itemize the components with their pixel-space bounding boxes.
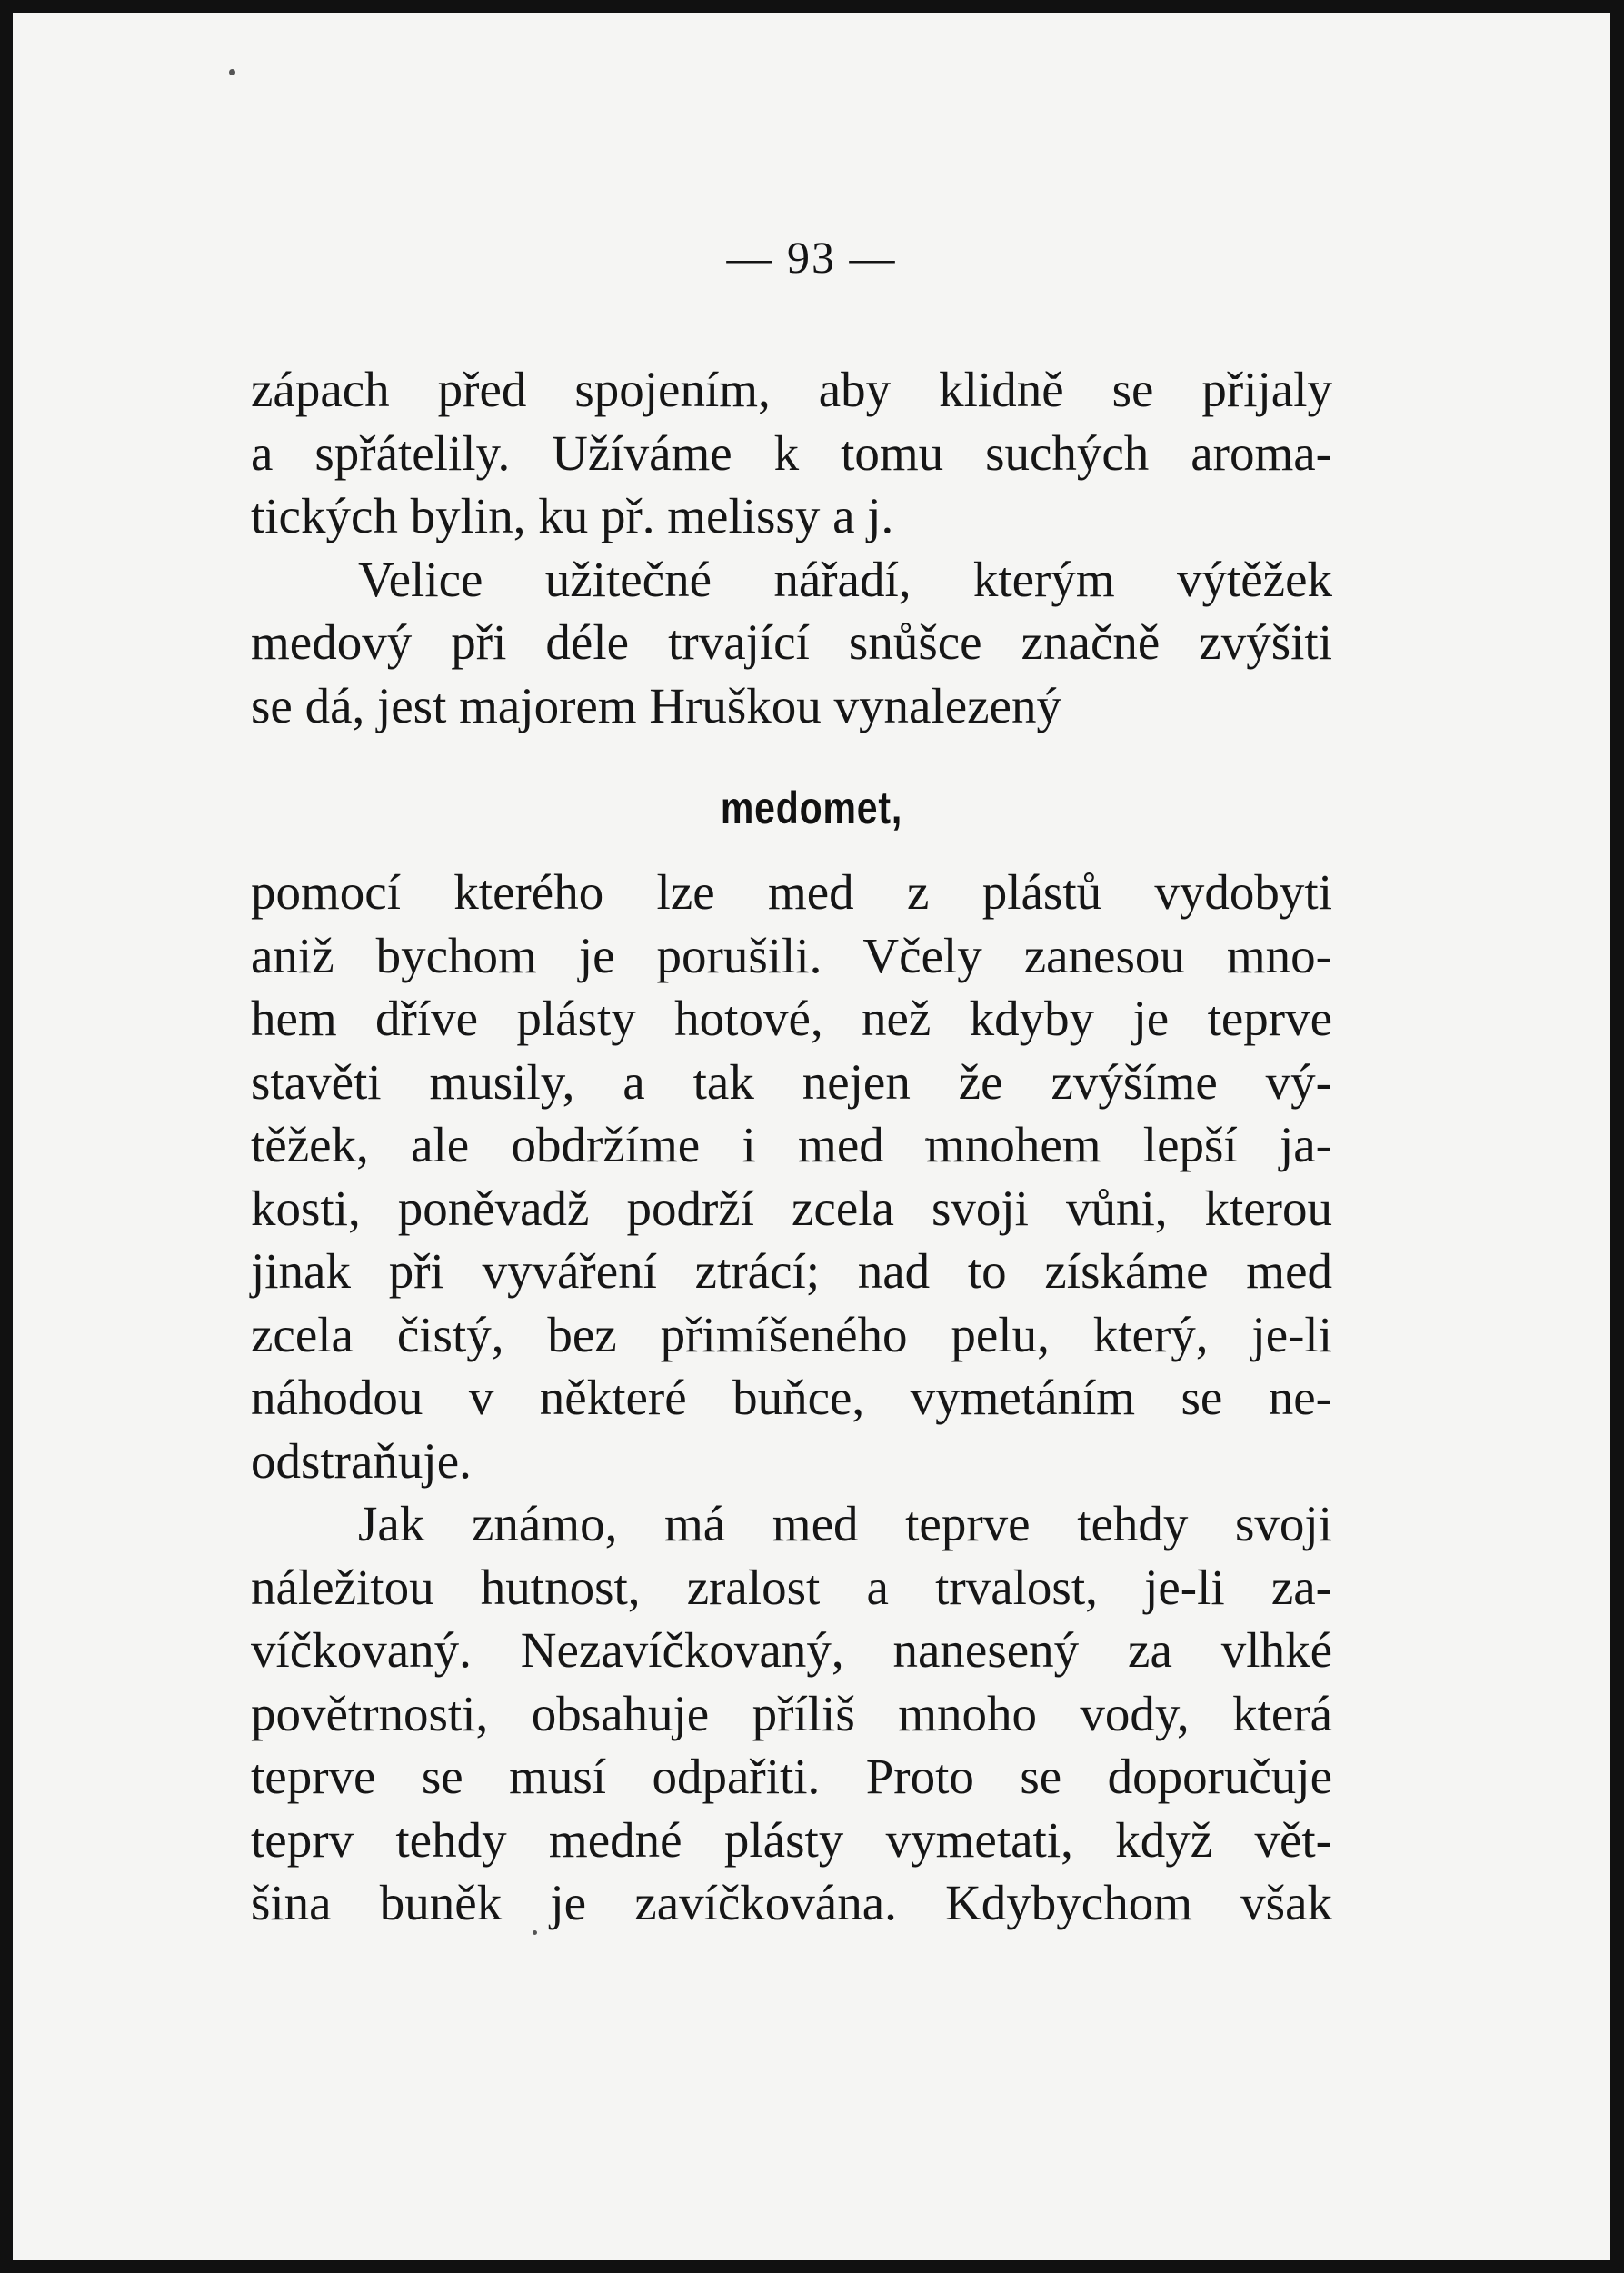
text-line: a spřátelily. Užíváme k tomu suchých aroma- (251, 424, 1332, 481)
text-line: náležitou hutnost, zralost a trvalost, je-li za- (251, 1559, 1332, 1615)
page-number: — 93 — (726, 232, 897, 283)
paragraph-block-top (251, 358, 1332, 737)
text-line: hem dříve plásty hotové, než kdyby je teprve (251, 991, 1332, 1046)
text-line: odstraňuje. (251, 1432, 472, 1489)
scan-edge-right (1609, 0, 1624, 2273)
scan-speck (229, 69, 235, 75)
book-page (13, 13, 1610, 2260)
text-line: teprv tehdy medné plásty vymetati, když vět- (251, 1811, 1332, 1868)
text-line: medový při déle trvající snůšce značně zvýšiti (251, 614, 1332, 670)
text-line: stavěti musily, a tak nejen že zvýšíme vý- (251, 1053, 1332, 1110)
paragraph-block-bottom (251, 861, 1332, 1935)
section-heading: medomet, (720, 783, 903, 833)
text-line: kosti, poněvadž podrží zcela svoji vůni, kterou (251, 1180, 1332, 1236)
text-line: víčkovaný. Nezavíčkovaný, nanesený za vlhké (251, 1622, 1332, 1678)
text-line: povětrnosti, obsahuje příliš mnoho vody, která (251, 1685, 1332, 1741)
text-line: Jak známo, má med teprve tehdy svoji (358, 1496, 1332, 1551)
text-line: náhodou v některé buňce, vymetáním se ne- (251, 1370, 1332, 1425)
text-line: šina buněk je zavíčkována. Kdybychom však (251, 1875, 1332, 1930)
text-line: aniž bychom je porušili. Včely zanesou mno- (251, 927, 1332, 983)
text-line: pomocí kterého lze med z plástů vydobyti (251, 864, 1332, 920)
scan-edge-bottom (0, 2260, 1624, 2273)
text-line: tických bylin, ku př. melissy a j. (251, 488, 894, 543)
text-line: zápach před spojením, aby klidně se přijaly (251, 362, 1332, 417)
text-line: Velice užitečné nářadí, kterým výtěžek (358, 551, 1332, 607)
text-line: zcela čistý, bez přimíšeného pelu, který, je-li (251, 1306, 1332, 1362)
text-line: těžek, ale obdržíme i med mnohem lepší ja- (251, 1117, 1332, 1172)
text-line: jinak při vyváření ztrácí; nad to získáme med (251, 1243, 1332, 1299)
text-line: se dá, jest majorem Hruškou vynalezený (251, 677, 1061, 733)
text-line: teprve se musí odpařiti. Proto se doporučuje (251, 1749, 1332, 1804)
